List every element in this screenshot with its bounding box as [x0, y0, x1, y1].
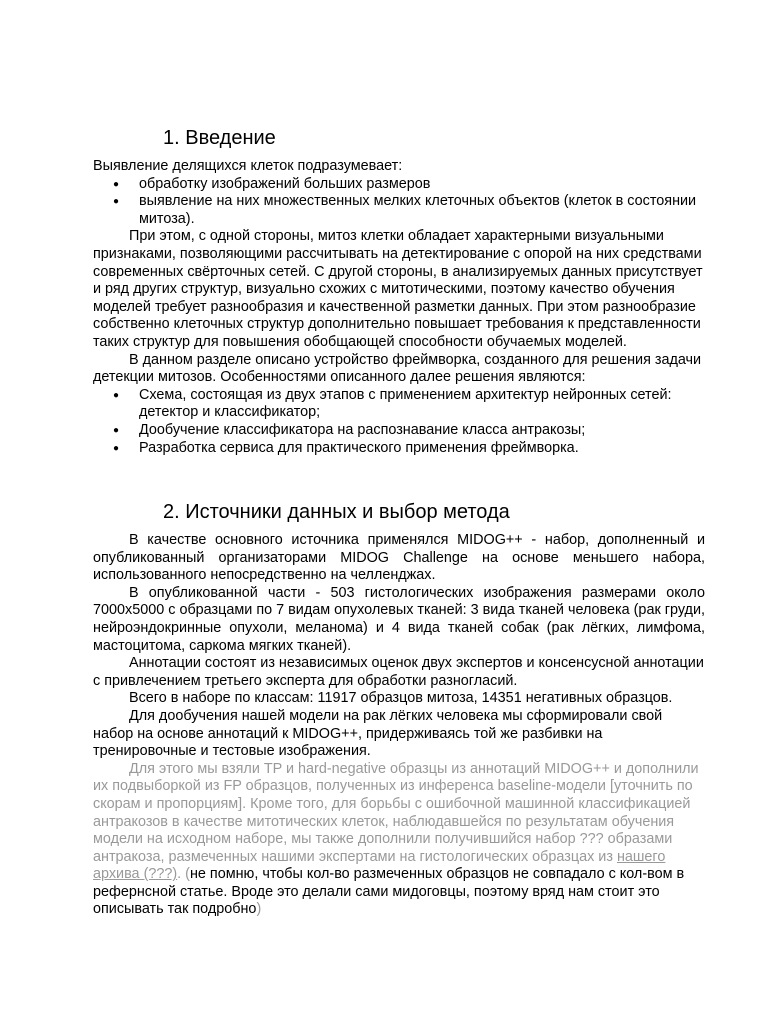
data-paragraph-4: Всего в наборе по классам: 11917 образцов митоза, 14351 негативных образцов.	[129, 690, 673, 707]
draft-text-grey: Для этого мы взяли TP и hard-negative образцы из аннотаций MIDOG++ и дополнили их подвыборкой из FP образцов, полученных из инференса baseline-модели [уточнить по скорам и пропорциям]. Кроме того, для борьбы с ошибочной машинной классификацией антракозов в качестве митотических клеток, наблюдавшейся по результатам обучения модели на исходном наборе, мы также дополнили получившийся набор ??? образами антракоза, размеченных нашими экспертами на гистологических образцах из	[93, 760, 699, 865]
section-heading-data-sources: 2. Источники данных и выбор метода	[163, 501, 510, 523]
comment-close-paren: )	[256, 901, 262, 918]
list-item: ● обработку изображений больших размеров	[93, 176, 705, 194]
author-comment: не помню, чтобы кол-во размеченных образцов не совпадало с кол-вом в рефернсной статье. Вроде это делали сами мидоговцы, поэтому вряд нам стоит это описывать так подробно	[93, 866, 685, 918]
data-paragraph-3: Аннотации состоят из независимых оценок двух экспертов и консенсусной аннотации с привлечением третьего эксперта для обработки разногласий.	[93, 655, 704, 689]
features-bullet-list	[93, 387, 705, 457]
data-paragraph-5: Для дообучения нашей модели на рак лёгких человека мы сформировали свой набор на основе аннотаций к MIDOG++, придерживаясь той же разбивки на тренировочные и тестовые изображения.	[93, 707, 663, 760]
archive-link[interactable]: нашего архива (???)	[93, 848, 666, 883]
list-item: ● выявление на них множественных мелких клеточных объектов (клеток в состоянии митоза).	[93, 193, 705, 228]
list-item: ● Схема, состоящая из двух этапов с применением архитектур нейронных сетей: детектор и классификатор;	[93, 387, 705, 422]
intro-paragraph-2: В данном разделе описано устройство фреймворка, созданного для решения задачи детекции митозов. Особенностями описанного далее решения являются:	[93, 351, 702, 386]
section-introduction-body	[93, 158, 705, 457]
section-heading-introduction: 1. Введение	[163, 127, 276, 149]
intro-paragraph-1: При этом, с одной стороны, митоз клетки обладает характерными визуальными признаками, позволяющими рассчитывать на детектирование с опорой на них средствами современных свёрточных сетей. С другой стороны, в анализируемых данных присутствует и ряд других структур, визуально схожих с митотическими, поэтому качество обучения моделей требует разнообразия и качественной разметки данных. При этом разнообразие собственно клеточных структур дополнительно повышает требования к представленности таких структур для повышения обобщающей способности обучаемых моделей.	[93, 228, 703, 350]
data-paragraph-2: В опубликованной части - 503 гистологических изображения размерами около 7000x5000 с образцами по 7 видам опухолевых тканей: 3 вида тканей человека (рак груди, нейроэндокринные опухоли, меланома) и 4 вида тканей собак (рак лёгких, лимфома, мастоцитома, саркома мягких тканей).	[93, 584, 705, 654]
list-item: ● Разработка сервиса для практического применения фреймворка.	[93, 440, 705, 458]
intro-lead-paragraph: Выявление делящихся клеток подразумевает:	[93, 158, 403, 174]
intro-bullet-list	[93, 176, 705, 229]
data-paragraph-6	[93, 761, 705, 919]
list-item: ● Дообучение классификатора на распознавание класса антракозы;	[93, 422, 705, 440]
data-paragraph-1: В качестве основного источника применялся MIDOG++ - набор, дополненный и опубликованный организаторами MIDOG Challenge на основе меньшего набора, использованного непосредственно на челленджах.	[93, 532, 705, 584]
draft-text-grey-punct: . (	[177, 866, 190, 883]
section-data-sources-body	[93, 532, 705, 919]
